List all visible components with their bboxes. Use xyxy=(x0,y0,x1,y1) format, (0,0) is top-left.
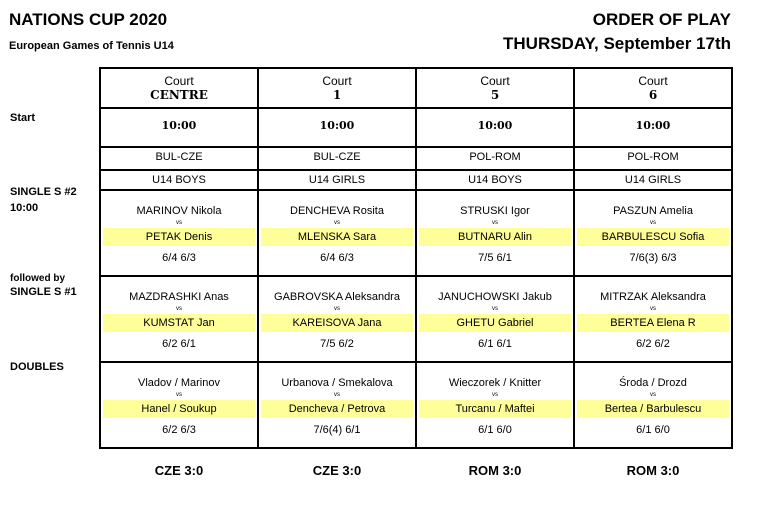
category-cell: U14 GIRLS xyxy=(574,170,732,190)
match-cell xyxy=(416,362,574,448)
court-label: Court xyxy=(322,74,352,88)
vs-label: vs xyxy=(650,392,656,398)
player-home: JANUCHOWSKI Jakub xyxy=(438,291,552,303)
vs-label: vs xyxy=(176,392,182,398)
court-name: 1 xyxy=(332,88,342,102)
order-of-play-title: ORDER OF PLAY xyxy=(592,10,731,29)
tie-result: ROM 3:0 xyxy=(468,463,522,478)
singles2-time: 10:00 xyxy=(10,202,39,214)
court-label: Court xyxy=(480,74,510,88)
tie-result: CZE 3:0 xyxy=(154,463,204,478)
team-home: Vladov / Marinov xyxy=(138,377,220,389)
player-home: PASZUN Amelia xyxy=(613,205,693,217)
match-score: 7/6(4) 6/1 xyxy=(313,424,361,436)
match-score: 6/2 6/3 xyxy=(162,424,196,436)
teams-cell: POL-ROM xyxy=(416,147,574,166)
start-time: 10:00 xyxy=(416,108,574,141)
player-away: MLENSKA Sara xyxy=(261,228,413,246)
category-cell: U14 BOYS xyxy=(100,170,258,190)
match-cell xyxy=(416,276,574,362)
category-row xyxy=(100,170,732,190)
player-home: MITRZAK Aleksandra xyxy=(600,291,706,303)
singles2-row xyxy=(100,190,732,276)
player-away: KUMSTAT Jan xyxy=(103,314,255,332)
tie-result: CZE 3:0 xyxy=(312,463,362,478)
match-score: 6/2 6/1 xyxy=(162,338,196,350)
start-label: Start xyxy=(10,112,36,124)
team-away: Turcanu / Maftei xyxy=(419,400,571,418)
vs-label: vs xyxy=(492,306,498,312)
court-name: CENTRE xyxy=(150,88,208,102)
match-cell xyxy=(100,362,258,448)
category-cell: U14 GIRLS xyxy=(258,170,416,190)
match-cell xyxy=(258,276,416,362)
vs-label: vs xyxy=(334,392,340,398)
match-cell xyxy=(258,190,416,276)
tie-result: ROM 3:0 xyxy=(626,463,680,478)
player-home: STRUSKI Igor xyxy=(460,205,530,217)
start-row xyxy=(100,108,732,141)
player-away: PETAK Denis xyxy=(103,228,255,246)
doubles-row xyxy=(100,362,732,448)
vs-label: vs xyxy=(492,220,498,226)
team-home: Środa / Drozd xyxy=(619,377,687,389)
vs-label: vs xyxy=(650,306,656,312)
page-title: NATIONS CUP 2020 xyxy=(9,10,168,29)
vs-label: vs xyxy=(334,220,340,226)
court-header xyxy=(100,68,258,108)
match-cell xyxy=(574,362,732,448)
vs-label: vs xyxy=(334,306,340,312)
singles1-label: SINGLE S #1 xyxy=(10,286,77,298)
teams-cell: BUL-CZE xyxy=(100,147,258,166)
doubles-label: DOUBLES xyxy=(10,361,64,373)
order-of-play-table xyxy=(99,67,733,449)
player-away: GHETU Gabriel xyxy=(419,314,571,332)
start-time: 10:00 xyxy=(100,108,258,141)
vs-label: vs xyxy=(650,220,656,226)
teams-cell: BUL-CZE xyxy=(258,147,416,166)
singles2-label: SINGLE S #2 xyxy=(10,186,77,198)
team-home: Urbanova / Smekalova xyxy=(281,377,393,389)
court-header xyxy=(258,68,416,108)
start-time: 10:00 xyxy=(258,108,416,141)
date-heading: THURSDAY, September 17th xyxy=(503,34,731,53)
match-score: 6/2 6/2 xyxy=(636,338,670,350)
player-home: DENCHEVA Rosita xyxy=(290,205,384,217)
player-home: GABROVSKA Aleksandra xyxy=(274,291,400,303)
match-cell xyxy=(416,190,574,276)
court-label: Court xyxy=(164,74,194,88)
court-label: Court xyxy=(638,74,668,88)
match-score: 7/6(3) 6/3 xyxy=(629,252,677,264)
teams-row xyxy=(100,147,732,166)
match-score: 7/5 6/2 xyxy=(320,338,354,350)
match-cell xyxy=(574,276,732,362)
match-cell xyxy=(258,362,416,448)
team-away: Dencheva / Petrova xyxy=(261,400,413,418)
category-cell: U14 BOYS xyxy=(416,170,574,190)
team-away: Bertea / Barbulescu xyxy=(577,400,729,418)
start-time: 10:00 xyxy=(574,108,732,141)
match-cell xyxy=(100,276,258,362)
followed-by-label: followed by xyxy=(10,273,65,284)
player-away: BARBULESCU Sofia xyxy=(577,228,729,246)
player-home: MARINOV Nikola xyxy=(136,205,222,217)
player-away: BUTNARU Alin xyxy=(419,228,571,246)
event-subtitle: European Games of Tennis U14 xyxy=(9,40,174,52)
court-row xyxy=(100,68,732,108)
court-header xyxy=(574,68,732,108)
vs-label: vs xyxy=(492,392,498,398)
singles1-row xyxy=(100,276,732,362)
court-name: 6 xyxy=(648,88,658,102)
team-away: Hanel / Soukup xyxy=(103,400,255,418)
match-score: 6/1 6/0 xyxy=(636,424,670,436)
vs-label: vs xyxy=(176,220,182,226)
court-name: 5 xyxy=(490,88,500,102)
player-home: MAZDRASHKI Anas xyxy=(129,291,229,303)
court-header xyxy=(416,68,574,108)
match-cell xyxy=(100,190,258,276)
player-away: KAREISOVA Jana xyxy=(261,314,413,332)
match-score: 6/4 6/3 xyxy=(320,252,354,264)
team-home: Wieczorek / Knitter xyxy=(448,377,542,389)
match-score: 7/5 6/1 xyxy=(478,252,512,264)
match-cell xyxy=(574,190,732,276)
player-away: BERTEA Elena R xyxy=(577,314,729,332)
match-score: 6/1 6/0 xyxy=(478,424,512,436)
vs-label: vs xyxy=(176,306,182,312)
teams-cell: POL-ROM xyxy=(574,147,732,166)
match-score: 6/4 6/3 xyxy=(162,252,196,264)
match-score: 6/1 6/1 xyxy=(478,338,512,350)
